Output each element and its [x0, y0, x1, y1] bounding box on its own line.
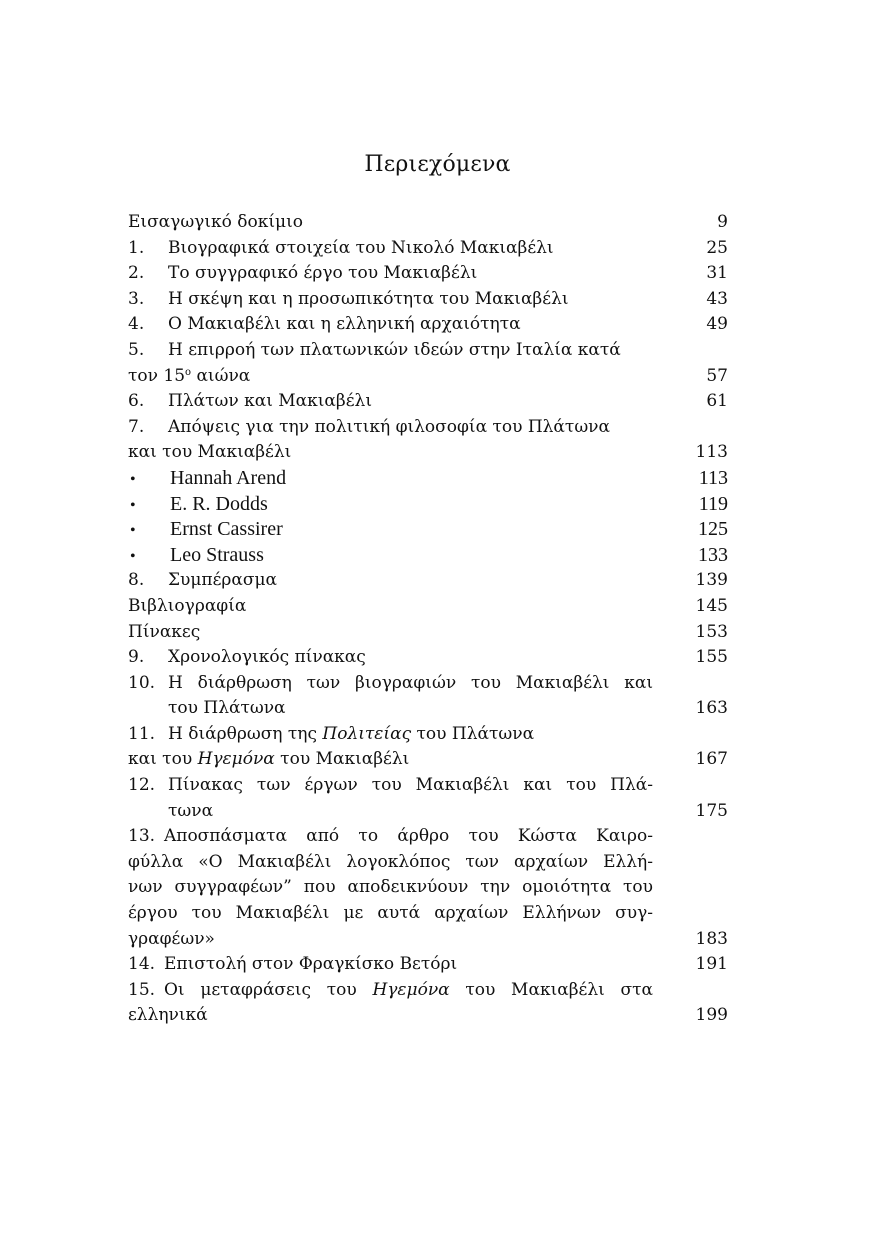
toc-entry-number: 6.: [128, 391, 145, 412]
toc-subentry: [128, 517, 728, 543]
bullet-icon: •: [130, 496, 136, 514]
toc-entry: [128, 620, 728, 646]
toc-entry: [128, 312, 728, 338]
toc-entry-number: 14.: [128, 954, 156, 975]
toc-entry-page: 155: [695, 647, 728, 668]
toc-entry-continuation: [128, 850, 728, 876]
table-of-contents: [128, 210, 728, 1029]
page-title: Περιεχόμενα: [364, 152, 511, 177]
toc-entry-number: 11.: [128, 723, 156, 744]
toc-entry-continuation: [128, 875, 728, 901]
toc-entry-number: 3.: [128, 288, 145, 309]
toc-subentry-label: E. R. Dodds: [170, 492, 268, 515]
bullet-icon: •: [130, 547, 136, 565]
toc-entry-label-line1: Η διάρθρωση της: [168, 723, 323, 744]
toc-entry-continuation: [128, 901, 728, 927]
toc-entry-page: 43: [706, 288, 728, 309]
toc-entry: [128, 722, 728, 748]
book-title: Πολιτείας: [322, 723, 412, 744]
toc-entry: [128, 261, 728, 287]
toc-entry-number: 2.: [128, 263, 145, 284]
toc-entry-label-line1: Οι μεταφράσεις του: [164, 979, 373, 1000]
toc-entry-label: Πίνακες: [128, 621, 201, 642]
toc-entry: [128, 389, 728, 415]
toc-entry: [128, 671, 728, 697]
toc-entry-continuation: [128, 696, 728, 722]
toc-entry-page: 175: [695, 800, 728, 821]
toc-entry-page: 25: [706, 237, 728, 258]
toc-entry: [128, 210, 728, 236]
toc-entry-label: Εισαγωγικό δοκίμιο: [128, 212, 303, 232]
toc-entry: [128, 824, 728, 850]
bullet-icon: •: [130, 522, 136, 540]
toc-entry-continuation: [128, 927, 728, 953]
toc-entry-continuation: [128, 799, 728, 825]
toc-entry-number: 8.: [128, 570, 145, 591]
toc-entry-page: 163: [695, 698, 728, 719]
toc-entry-label-line1: Απόψεις για την πολιτική φιλοσοφία του Πλάτωνα: [168, 416, 610, 437]
toc-entry-label-line1: Η επιρροή των πλατωνικών ιδεών στην Ιταλία κατά: [168, 339, 621, 360]
toc-entry-label: Πλάτων και Μακιαβέλι: [168, 391, 372, 412]
toc-entry-label-line2: και του Μακιαβέλι: [128, 442, 292, 463]
toc-entry-label-line1-end: του Μακιαβέλι στα: [449, 979, 653, 1000]
toc-entry-label-line1: Αποσπάσματα από το άρθρο του Κώστα Καιρο-: [164, 826, 653, 847]
bullet-icon: •: [130, 470, 136, 488]
toc-entry: [128, 236, 728, 262]
toc-entry-label-line2: και του: [128, 749, 198, 770]
toc-subentry-label: Ernst Cassirer: [170, 518, 283, 541]
toc-entry-continuation: [128, 1003, 728, 1029]
toc-entry-number: 5.: [128, 339, 145, 360]
toc-entry-label-line1: Η διάρθρωση των βιογραφιών του Μακιαβέλι και: [168, 672, 653, 693]
toc-entry-page: 31: [706, 263, 728, 284]
book-title: Ηγεμόνα: [197, 749, 275, 770]
toc-subentry: [128, 543, 728, 569]
toc-entry-number: 15.: [128, 979, 156, 1000]
toc-entry-page: 113: [698, 466, 728, 489]
toc-entry-number: 7.: [128, 416, 145, 437]
toc-entry-page: 167: [695, 749, 728, 770]
toc-entry-page: 145: [695, 595, 728, 616]
book-title: Ηγεμόνα: [372, 979, 450, 1000]
toc-entry: [128, 773, 728, 799]
toc-subentry-label: Leo Strauss: [170, 543, 264, 566]
toc-entry-page: 125: [698, 518, 728, 541]
toc-entry-continuation: [128, 747, 728, 773]
toc-subentry-label: Hannah Arend: [170, 466, 287, 489]
toc-entry-page: 113: [695, 442, 728, 463]
toc-entry: [128, 287, 728, 313]
ordinal-superscript: ο: [185, 366, 192, 378]
toc-entry-number: 4.: [128, 314, 145, 335]
toc-entry-page: 199: [695, 1005, 728, 1026]
toc-entry-page: 191: [695, 954, 728, 975]
toc-entry: [128, 645, 728, 671]
toc-entry: [128, 568, 728, 594]
toc-entry-page: 9: [717, 212, 728, 232]
toc-entry-continuation: [128, 364, 728, 390]
toc-entry-label-line4: έργου του Μακιαβέλι με αυτά αρχαίων Ελλήνων συγ-: [128, 903, 653, 924]
toc-entry-label-line2: τωνα: [168, 800, 214, 821]
toc-entry-label-line2: φύλλα «Ο Μακιαβέλι λογοκλόπος των αρχαίων Ελλή-: [128, 851, 653, 872]
toc-entry-label-line3: νων συγγραφέων” που αποδεικνύουν την ομοιότητα του: [128, 877, 653, 898]
toc-entry-label: Χρονολογικός πίνακας: [168, 647, 366, 668]
toc-entry: [128, 978, 728, 1004]
toc-entry-page: 133: [698, 543, 728, 566]
toc-entry-page: 183: [695, 928, 728, 949]
toc-entry-page: 119: [698, 492, 728, 515]
toc-entry: [128, 594, 728, 620]
toc-entry-label-line2: του Πλάτωνα: [168, 698, 286, 719]
toc-entry-label: Βιβλιογραφία: [128, 595, 247, 616]
toc-entry-label-line1: Πίνακας των έργων του Μακιαβέλι και του Πλά-: [168, 775, 653, 796]
toc-entry-page: 49: [706, 314, 728, 335]
toc-entry-label: Βιογραφικά στοιχεία του Νικολό Μακιαβέλι: [168, 237, 554, 258]
toc-entry-label: Επιστολή στον Φραγκίσκο Βετόρι: [164, 954, 458, 975]
toc-entry: [128, 415, 728, 441]
toc-entry: [128, 338, 728, 364]
toc-entry-label: Η σκέψη και η προσωπικότητα του Μακιαβέλι: [168, 288, 569, 309]
toc-entry-number: 10.: [128, 672, 156, 693]
toc-entry: [128, 952, 728, 978]
toc-entry-continuation: [128, 440, 728, 466]
toc-entry-page: 153: [695, 621, 728, 642]
toc-entry-label-line2: τον 15: [128, 365, 186, 386]
toc-entry-label-line2-end: του Μακιαβέλι: [274, 749, 410, 770]
toc-entry-page: 57: [706, 365, 728, 386]
toc-entry-label-line5: γραφέων»: [128, 928, 215, 949]
toc-entry-label-line1-end: του Πλάτωνα: [411, 723, 535, 744]
toc-entry-number: 1.: [128, 237, 145, 258]
toc-subentry: [128, 466, 728, 492]
toc-entry-label-line2-end: αιώνα: [191, 365, 251, 386]
toc-entry-number: 9.: [128, 647, 145, 668]
toc-entry-number: 13.: [128, 826, 156, 847]
toc-entry-page: 61: [706, 391, 728, 412]
toc-subentry: [128, 492, 728, 518]
toc-entry-label: Συμπέρασμα: [168, 570, 277, 591]
toc-entry-number: 12.: [128, 775, 156, 796]
toc-entry-page: 139: [695, 570, 728, 591]
toc-entry-label-line2: ελληνικά: [128, 1005, 208, 1026]
toc-entry-label: Το συγγραφικό έργο του Μακιαβέλι: [168, 263, 478, 284]
toc-entry-label: Ο Μακιαβέλι και η ελληνική αρχαιότητα: [168, 314, 521, 335]
